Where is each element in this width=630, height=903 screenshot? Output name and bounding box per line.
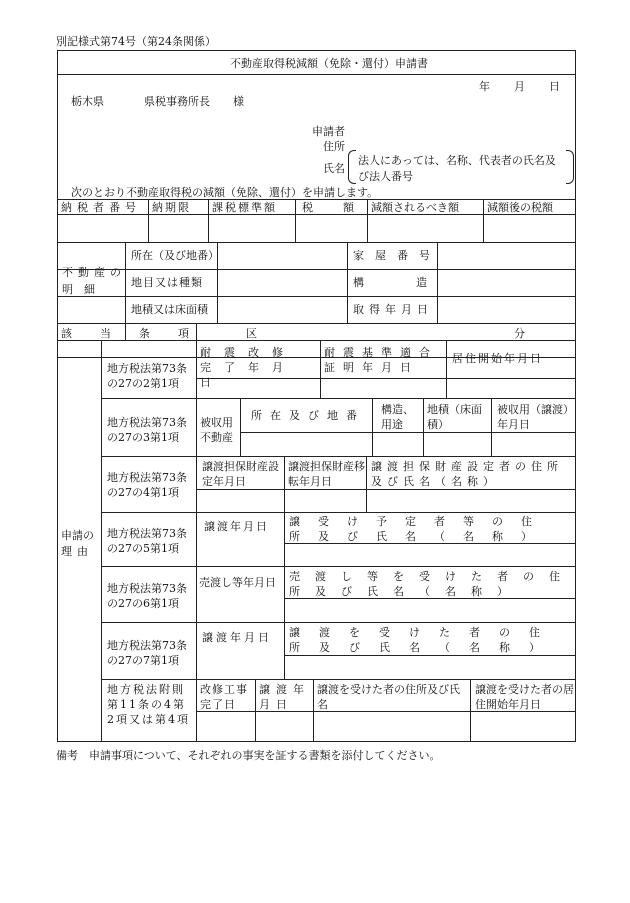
addressee-prefecture: 栃木県 [71, 95, 104, 108]
prospective-transferee-header: 譲受け予定者等の住所及び氏名（名称） [289, 515, 550, 543]
divider [320, 340, 321, 398]
tax-header-due-date: 納期限 [152, 201, 191, 214]
clause-73-27-3-line2: の27の3第1項 [107, 431, 179, 444]
divider [284, 512, 285, 566]
clause-73-27-7-line1: 地方税法第73条 [107, 639, 187, 652]
clause-supplementary-11-4: 地方税法附則第11条の4第2項又は第4項 [107, 683, 190, 726]
applicant-name-label: 氏名 [323, 162, 345, 175]
divider [57, 242, 576, 243]
divider [372, 398, 373, 456]
transferee-residence-start-header: 譲渡を受けた者の居住開始年月日 [475, 683, 574, 711]
divider [196, 489, 576, 490]
section-kubun-left: 区 [246, 327, 257, 340]
seismic-certificate-date-header: 耐震基準適合証明年月日 [324, 346, 438, 374]
divider [57, 269, 576, 270]
divider [57, 323, 576, 324]
date-month-label: 月 [514, 80, 525, 93]
divider [57, 296, 576, 297]
property-house-no-label: 家屋番号 [353, 249, 441, 262]
divider [483, 199, 484, 242]
divider [101, 566, 576, 567]
divider [208, 199, 209, 242]
corp-note-line2: び法人番号 [358, 170, 413, 183]
divider [125, 242, 126, 340]
property-label-line2: 明細 [62, 283, 106, 296]
transfer-date-header: 譲渡年月日 [204, 520, 269, 533]
divider [284, 456, 285, 512]
clause-73-27-3-line1: 地方税法第73条 [107, 416, 187, 429]
property-label-line1: 不動産の [62, 266, 126, 279]
reason-label-line2: 理由 [61, 545, 93, 558]
transfer-recipient-header: 譲渡を受けた者の住所及び氏名（名称） [289, 626, 559, 654]
clause-73-27-2-line1: 地方税法第73条 [107, 362, 187, 375]
divider [366, 456, 367, 512]
divider [101, 679, 576, 680]
divider [295, 199, 296, 242]
renovation-complete-date-header: 改修工事完了日 [200, 683, 248, 711]
remarks: 備考 申請事項について、それぞれの事実を証する書類を添付してください。 [56, 749, 441, 762]
addressee-office: 県税事務所長 [144, 95, 210, 108]
clause-73-27-2-line2: の27の2第1項 [107, 377, 179, 390]
divider [446, 340, 447, 398]
bracket-left [348, 150, 356, 184]
section-item-header: 該当条項 [61, 327, 217, 340]
clause-73-27-6-line1: 地方税法第73条 [107, 582, 187, 595]
expropriated-property-header: 被収用不動産 [200, 416, 233, 444]
tax-header-tax-base: 課税標準額 [212, 201, 277, 214]
divider [57, 74, 576, 75]
divider [491, 398, 492, 456]
divider [284, 566, 285, 622]
property-location-label: 所在（及び地番） [131, 249, 219, 262]
structure-use-header: 構造、用途 [381, 403, 414, 431]
tax-header-reduction: 減額されるべき額 [371, 201, 459, 214]
clause-73-27-7-line2: の27の7第1項 [107, 654, 179, 667]
property-acquisition-date-label: 取得年月日 [353, 303, 433, 316]
property-area-label: 地積又は床面積 [131, 303, 208, 316]
divider [101, 622, 576, 623]
divider [101, 340, 102, 742]
applicant-address-label: 住所 [323, 140, 345, 153]
area-floor-header: 地積（床面積） [427, 403, 482, 431]
transferee-address-name-header: 譲渡を受けた者の住所及び氏名 [317, 683, 460, 711]
request-text: 次のとおり不動産取得税の減額（免除、還付）を申請します。 [71, 186, 379, 199]
date-year-label: 年 [479, 80, 490, 93]
divider [101, 512, 576, 513]
seismic-retrofit-date-header: 耐震改修完了年月日 [200, 346, 296, 389]
security-setup-date-header: 譲渡担保財産設定年月日 [202, 460, 279, 488]
tax-header-taxpayer-no: 納税者番号 [61, 201, 141, 214]
corp-note-line1: 法人にあっては、名称、代表者の氏名及 [358, 154, 556, 167]
security-transfer-date-header: 譲渡担保財産移転年月日 [288, 460, 365, 488]
divider [101, 456, 576, 457]
divider [240, 432, 576, 433]
tax-header-tax-amount: 税額 [302, 201, 384, 214]
clause-73-27-4-line2: の27の4第1項 [107, 486, 179, 499]
clause-73-27-6-line2: の27の6第1項 [107, 597, 179, 610]
bracket-right [566, 150, 574, 184]
divider [284, 622, 285, 679]
divider [148, 199, 149, 242]
transfer-date-header-2: 譲渡年月日 [202, 631, 272, 644]
divider [57, 199, 576, 200]
clause-73-27-5-line1: 地方税法第73条 [107, 527, 187, 540]
clause-73-27-5-line2: の27の5第1項 [107, 542, 179, 555]
tax-header-after-reduction: 減額後の税額 [487, 201, 553, 214]
location-and-lot-header: 所在及び地番 [251, 409, 365, 422]
property-land-type-label: 地目又は種類 [131, 276, 203, 289]
reason-label-line1: 申請の [61, 529, 94, 542]
expropriation-date-header: 被収用（譲渡）年月日 [497, 403, 574, 431]
divider [101, 398, 576, 399]
applicant-label: 申請者 [312, 125, 345, 138]
form-title: 不動産取得税減額（免除・還付）申請書 [230, 57, 428, 70]
property-structure-label: 構造 [353, 276, 479, 289]
sale-recipient-header: 売渡し等を受けた者の住所及び氏名（名称） [289, 570, 575, 598]
clause-73-27-4-line1: 地方税法第73条 [107, 471, 187, 484]
divider [57, 340, 576, 341]
transfer-date-header-3: 譲渡年月日 [259, 683, 310, 711]
form-number-note: 別記様式第74号（第24条関係） [56, 35, 216, 48]
divider [284, 655, 576, 656]
residence-start-date-header: 居住開始年月日 [452, 352, 543, 365]
addressee-honorific: 様 [233, 95, 244, 108]
date-day-label: 日 [549, 80, 560, 93]
section-kubun-right: 分 [514, 327, 525, 340]
divider [423, 398, 424, 456]
divider [347, 242, 348, 323]
divider [57, 214, 576, 215]
divider [240, 398, 241, 456]
sale-date-header: 売渡し等年月日 [199, 576, 276, 589]
security-setter-address-header: 譲渡担保財産設定者の住所及び氏名（名称） [371, 460, 563, 488]
